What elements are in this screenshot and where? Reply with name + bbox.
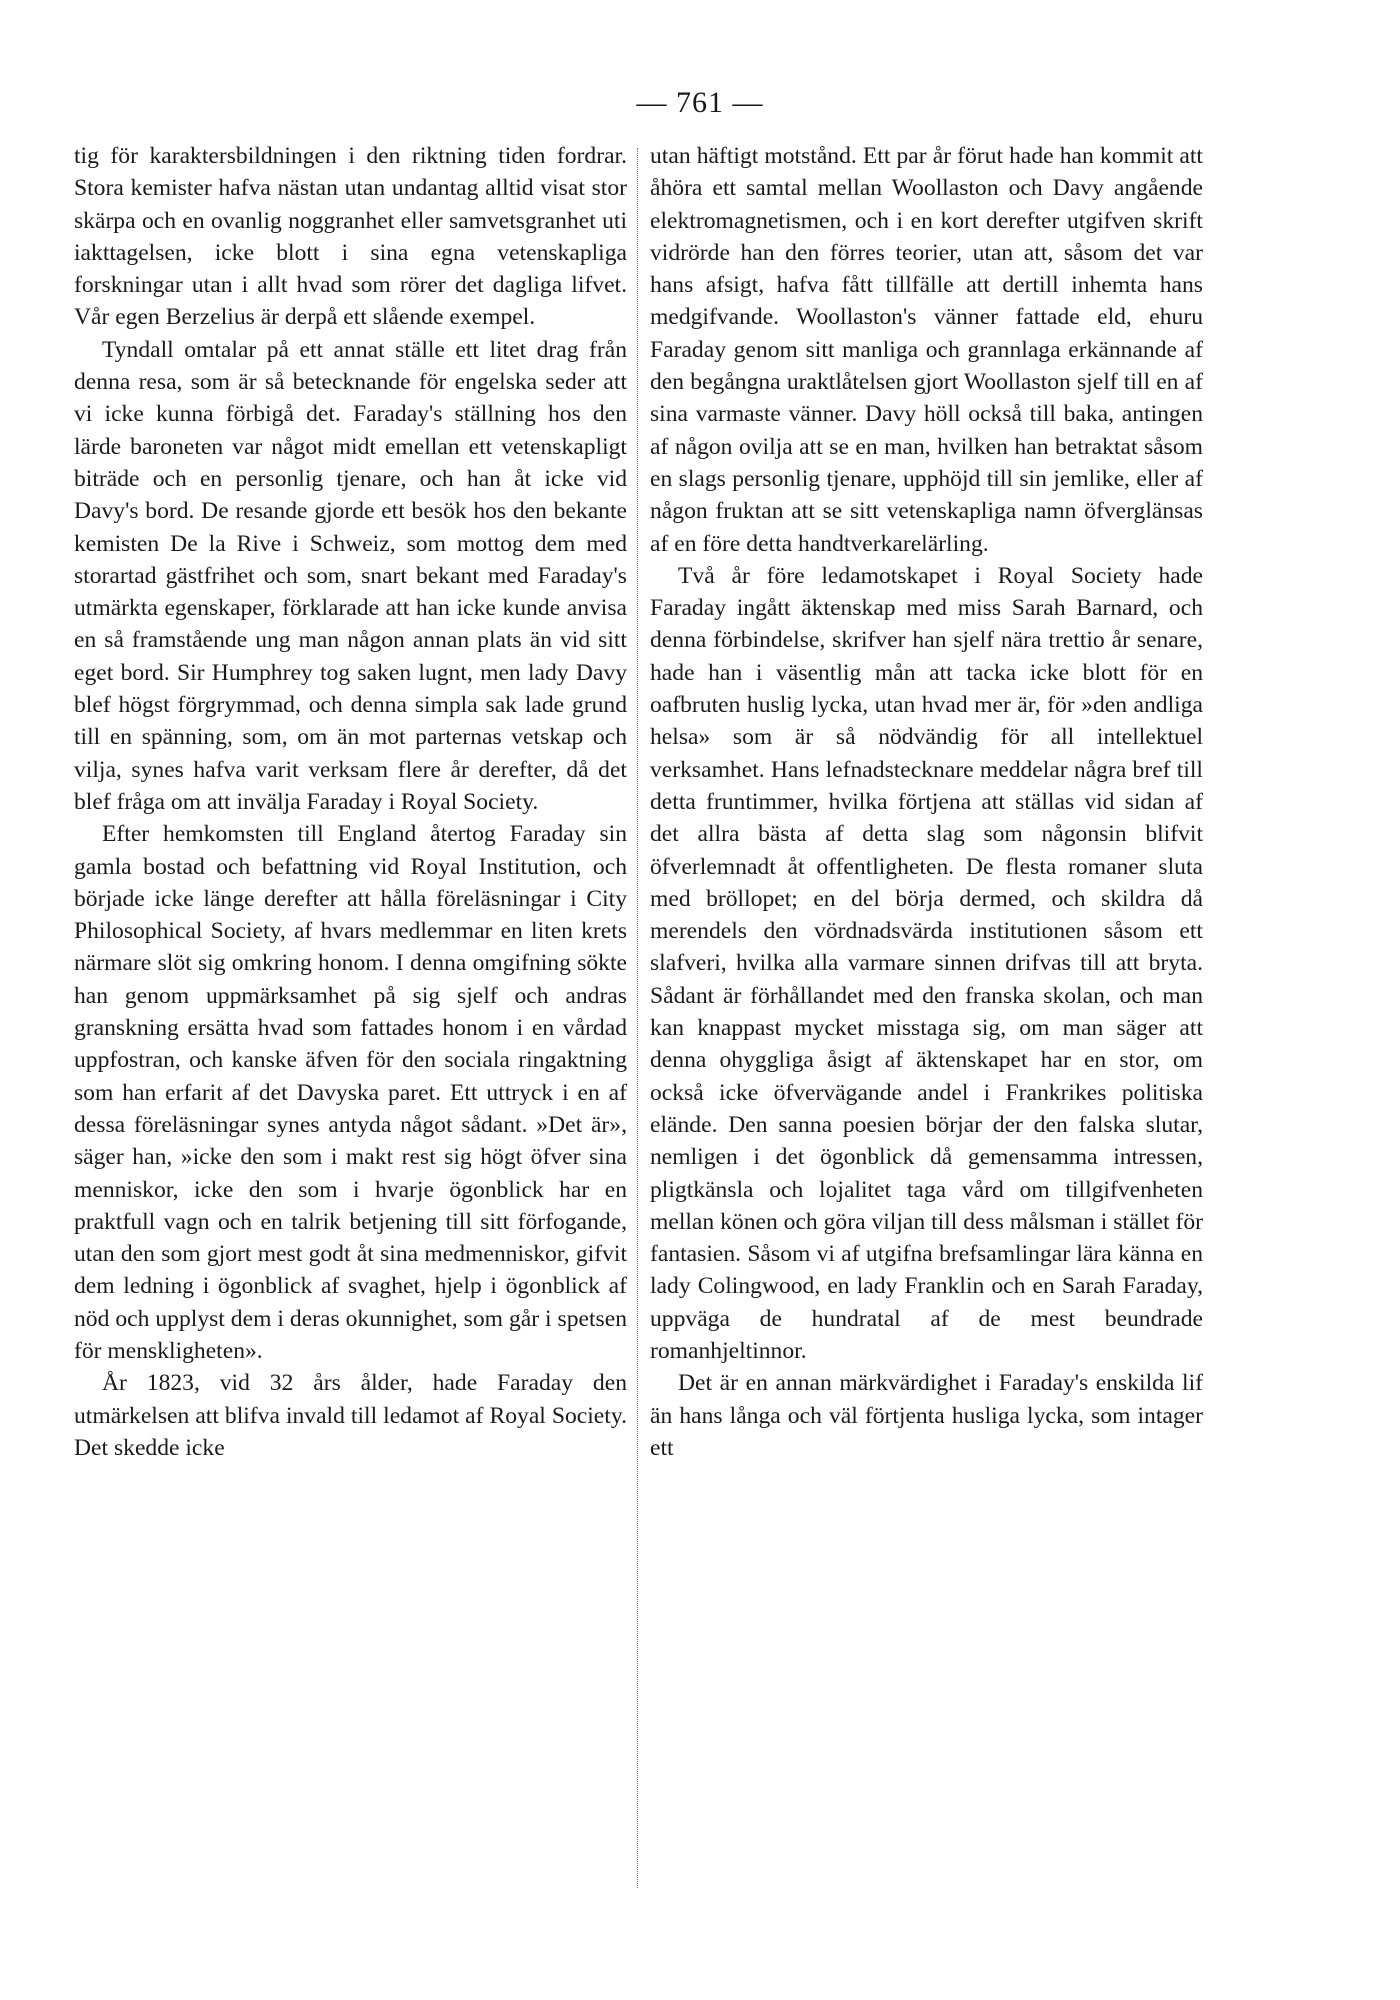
paragraph: tig för karaktersbildningen i den riktning tiden fordrar. Stora kemister hafva nästan utan undantag alltid visat stor skärpa och en ovanlig noggranhet eller samvetsgranhet uti iakttagelsen, icke blott i sina egna vetenskapliga forskningar utan i allt hvad som rörer det dagliga lifvet. Vår egen Berzelius är derpå ett slående exempel. <box>74 143 627 331</box>
paragraph: utan häftigt motstånd. Ett par år förut hade han kommit att åhöra ett samtal mellan Woollaston och Davy angående elektromagnetismen, och i en kort derefter utgifven skrift vidrörde han den förres teorier, utan att, såsom det var hans afsigt, hafva fått tillfälle att dertill inhemta hans medgifvande. Woollaston's vänner fattade eld, ehuru Faraday genom sitt manliga och grannlaga erkännande af den begångna uraktlåtelsen gjort Woollaston sjelf till en af sina varmaste vänner. Davy höll också till baka, antingen af någon ovilja att se en man, hvilken han betraktat såsom en slags personlig tjenare, upphöjd till sin jemlike, eller af någon fruktan att se sitt vetenskapliga namn öfverglänsas af en före detta handtverkarelärling. <box>650 143 1203 557</box>
paragraph: Efter hemkomsten till England återtog Faraday sin gamla bostad och befattning vid Royal Institution, och började icke länge derefter att hålla föreläsningar i City Philosophical Society, af hvars medlemmar en liten krets närmare slöt sig omkring honom. I denna omgifning sökte han genom uppmärksamhet på sig sjelf och andras granskning ersätta hvad som fattades honom i en vårdad uppfostran, och kanske äfven för den sociala ringaktning som han erfarit af det Davyska paret. Ett uttryck i en af dessa föreläsningar synes antyda något sådant. »Det är», säger han, »icke den som i makt rest sig högt öfver sina menniskor, icke den som i hvarje ögonblick har en praktfull vagn och en talrik betjening till sitt förfogande, utan den som gjort mest godt åt sina medmenniskor, gifvit dem ledning i ögonblick af svaghet, hjelp i ögonblick af nöd och upplyst dem i deras okunnighet, som går i spetsen för menskligheten». <box>74 821 627 1364</box>
paragraph: Två år före ledamotskapet i Royal Society hade Faraday ingått äktenskap med miss Sarah Barnard, och denna förbindelse, skrifver han sjelf nära trettio år senare, hade han i väsentlig mån att tacka icke blott för en oafbruten huslig lycka, utan hvad mer är, för »den andliga helsa» som är så nödvändig för all intellektuel verksamhet. Hans lefnadstecknare meddelar några bref till detta fruntimmer, hvilka förtjena att ställas vid sidan af det allra bästa af detta slag som någonsin blifvit öfverlemnadt åt offentligheten. De flesta romaner sluta med bröllopet; en del börja dermed, och skildra då merendels den vördnadsvärda institutionen såsom ett slafveri, hvilka alla varmare sinnen drifvas till att bryta. Sådant är förhållandet med den franska skolan, och man kan knappast mycket misstaga sig, om man säger att denna ohyggliga åsigt af äktenskapet har en stor, om också icke öfvervägande andel i Frankrikes politiska elände. Den sanna poesien börjar der den falska slutar, nemligen i det ögonblick då gemensamma intressen, pligtkänsla och lojalitet taga vård om tillgifvenheten mellan könen och göra viljan till dess målsman i stället för fantasien. Såsom vi af utgifna brefsamlingar lära känna en lady Colingwood, en lady Franklin och en Sarah Faraday, uppväga de hundratal af de mest beundrade romanhjeltinnor. <box>650 562 1204 1364</box>
paragraph: Det är en annan märkvärdighet i Faraday's enskilda lif än hans långa och väl förtjenta husliga lycka, som intager ett <box>650 1370 1203 1461</box>
column-divider <box>637 148 638 1888</box>
right-column <box>650 140 1203 1464</box>
paragraph: År 1823, vid 32 års ålder, hade Faraday den utmärkelsen att blifva invald till ledamot af Royal Society. Det skedde icke <box>74 1370 627 1461</box>
paragraph: Tyndall omtalar på ett annat ställe ett litet drag från denna resa, som är så betecknande för engelska seder att vi icke kunna förbigå det. Faraday's ställning hos den lärde baroneten var något midt emellan ett vetenskapligt biträde och en personlig tjenare, och han åt icke vid Davy's bord. De resande gjorde ett besök hos den bekante kemisten De la Rive i Schweiz, som mottog dem med storartad gästfrihet och som, snart bekant med Faraday's utmärkta egenskaper, förklarade att han icke kunde anvisa en så framstående ung man någon annan plats än vid sitt eget bord. Sir Humphrey tog saken lugnt, men lady Davy blef högst förgrymmad, och denna simpla sak lade grund till en spänning, som, om än mot parternas vetskap och vilja, synes hafva varit verksam flere år derefter, då det blef fråga om att invälja Faraday i Royal Society. <box>74 336 627 815</box>
page-number: — 761 — <box>636 86 764 119</box>
left-column <box>74 140 627 1464</box>
